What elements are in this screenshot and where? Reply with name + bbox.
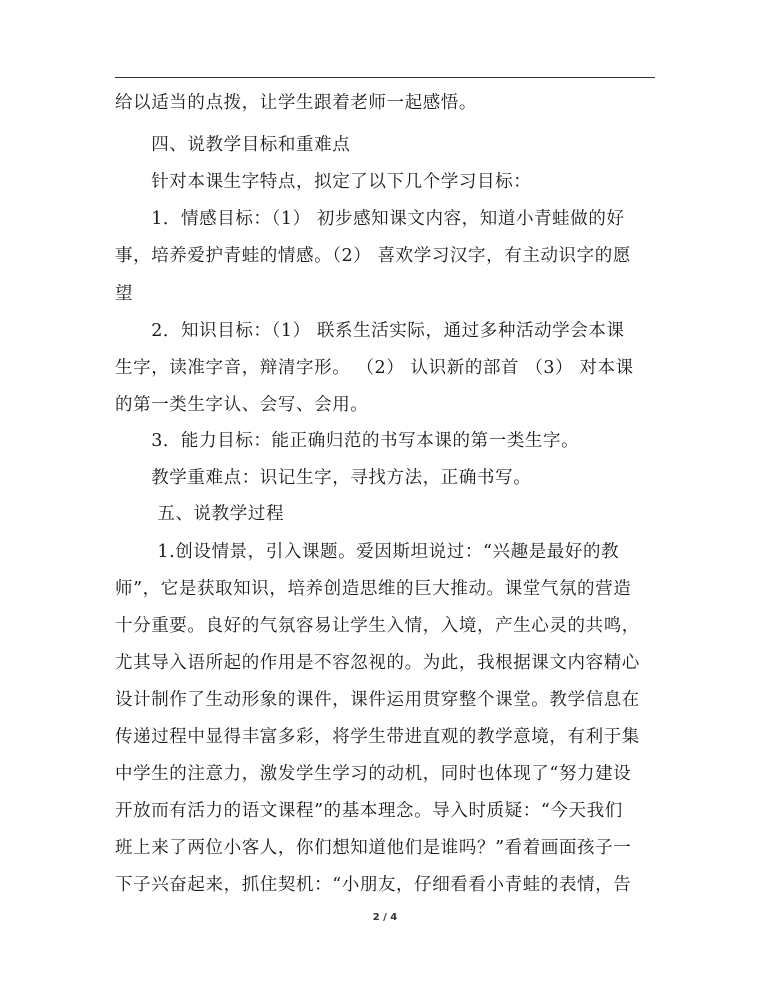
- page-number: 2 / 4: [372, 912, 398, 923]
- text-line: 1.创设情景，引入课题。爱因斯坦说过：“兴趣是最好的教: [115, 542, 620, 562]
- text-line: 传递过程中显得丰富多彩，将学生带进直观的教学意境，有利于集: [115, 727, 640, 747]
- text-line: 事，培养爱护青蛙的情感。（2） 喜欢学习汉字，有主动识字的愿: [115, 246, 631, 266]
- text-line: 教学重难点：识记生字，寻找方法，正确书写。: [115, 468, 532, 488]
- text-line: 设计制作了生动形象的课件，课件运用贯穿整个课堂。教学信息在: [115, 690, 640, 710]
- text-line: 中学生的注意力，激发学生学习的动机，同时也体现了“努力建设: [115, 764, 632, 784]
- section-heading: 五、说教学过程: [115, 504, 285, 524]
- text-line: 尤其导入语所起的作用是不容忽视的。为此，我根据课文内容精心: [115, 653, 640, 673]
- text-line: 师”，它是获取知识，培养创造思维的巨大推动。课堂气氛的营造: [115, 579, 632, 599]
- header-rule: [115, 77, 655, 78]
- text-line: 开放而有活力的语文课程”的基本理念。导入时质疑：“今天我们: [115, 801, 623, 821]
- text-line: 针对本课生字特点，拟定了以下几个学习目标：: [115, 172, 532, 192]
- section-heading: 四、说教学目标和重难点: [115, 135, 351, 155]
- text-line: 十分重要。良好的气氛容易让学生入情，入境，产生心灵的共鸣，: [115, 616, 640, 636]
- text-line: 3．能力目标：能正确归范的书写本课的第一类生字。: [115, 431, 580, 451]
- text-line: 下子兴奋起来，抓住契机：“小朋友，仔细看看小青蛙的表情，告: [115, 875, 632, 895]
- text-line: 班上来了两位小客人，你们想知道他们是谁吗？”看着画面孩子一: [115, 838, 632, 858]
- text-line: 望: [115, 284, 134, 304]
- text-line: 的第一类生字认、会写、会用。: [115, 395, 369, 415]
- text-line: 1．情感目标：（1） 初步感知课文内容，知道小青蛙做的好: [115, 209, 625, 229]
- text-line: 生字，读准字音，辩清字形。 （2） 认识新的部首 （3） 对本课: [115, 358, 634, 378]
- text-line: 2．知识目标：（1） 联系生活实际，通过多种活动学会本课: [115, 321, 625, 341]
- text-line: 给以适当的点拨，让学生跟着老师一起感悟。: [115, 93, 477, 113]
